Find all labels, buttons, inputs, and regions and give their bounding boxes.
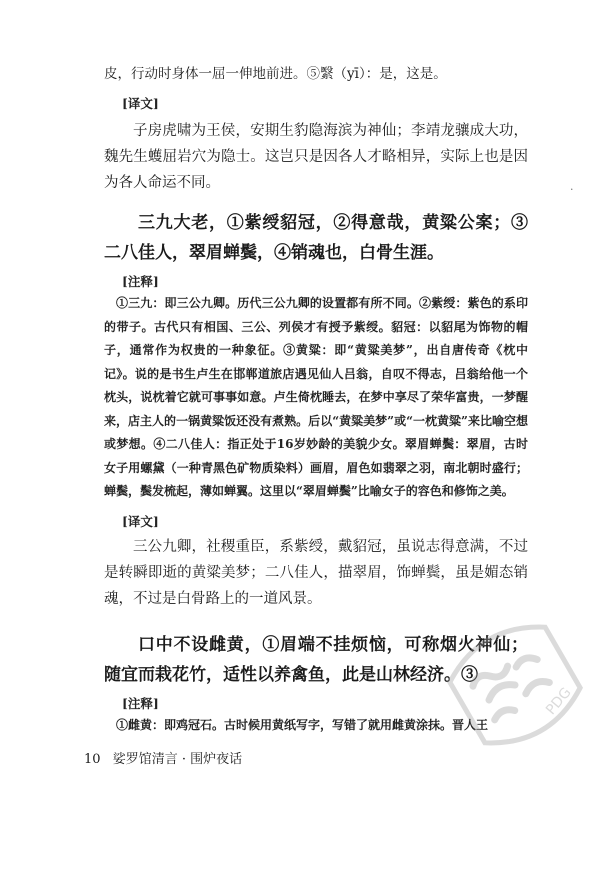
notes-text: ①三九：即三公九卿。历代三公九卿的设置都有所不同。②紫绶：紫色的系印的带子。古代只有相国、三公、列侯才有授予紫绶。貂冠：以貂尾为饰物的帽子，通常作为权贵的一种象征。③黄粱：即“黄粱美梦”，出自唐传奇《枕中记》。说的是书生卢生在邯郸道旅店遇见仙人吕翁，自叹不得志，吕翁给他一个枕头，说枕着它就可事事如意。卢生倚枕睡去，在梦中享尽了荣华富贵，一梦醒来，店主人的一锅黄粱饭还没有煮熟。后以“黄粱美梦”或“一枕黄粱”来比喻空想或梦想。④二八佳人：指正处于16岁妙龄的美貌少女。翠眉蝉鬓：翠眉，古时女子用螺黛（一种青黑色矿物质染料）画眉，眉色如翡翠之羽，南北朝时盛行；蝉鬓，鬓发梳起，薄如蝉翼。这里以“翠眉蝉鬓”比喻女子的容色和修饰之美。 [104,296,528,498]
translation-text: 子房虎啸为王侯，安期生豹隐海滨为神仙；李靖龙骧成大功，魏先生蠖屈岩穴为隐士。这岂只是因各人才略相异，实际上也是因为各人命运不同。 [104,123,528,191]
stamp-seal-icon [413,583,600,788]
main-verse: 口中不设雌黄，①眉端不挂烦恼，可称烟火神仙；随宜而栽花竹，适性以养禽鱼，此是山林经济。③ [104,635,528,685]
notes-label: [注释] [122,274,159,289]
margin-mark: · [570,183,574,196]
intro-note-line: 皮，行动时身体一屈一伸地前进。⑤繄（yī）：是，这是。 [104,66,447,82]
stamp-text: PDG [543,684,575,719]
section1-translation [104,94,528,196]
notes-label: [注释] [122,696,159,711]
translation-label: [译文] [122,513,159,529]
main-verse: 三九大老，①紫绶貂冠，②得意哉，黄粱公案；③二八佳人，翠眉蝉鬓，④销魂也，白骨生涯。 [104,213,528,263]
page-footer [84,748,242,767]
page-number: 10 [84,752,101,767]
watermark-stamp-icon [413,583,600,788]
translation-label: [译文] [122,96,159,111]
translation-text: 三公九卿，社稷重臣，系紫绶，戴貂冠，虽说志得意满，不过是转瞬即逝的黄粱美梦；二八佳人，描翠眉，饰蝉鬓，虽是媚态销魂，不过是白骨路上的一道风景。 [104,538,528,607]
section2 [104,208,528,612]
book-title: 娑罗馆清言 · 围炉夜话 [112,752,243,767]
notes-text: ①雌黄：即鸡冠石。古时候用黄纸写字，写错了就用雌黄涂抹。晋人王 [116,718,489,732]
